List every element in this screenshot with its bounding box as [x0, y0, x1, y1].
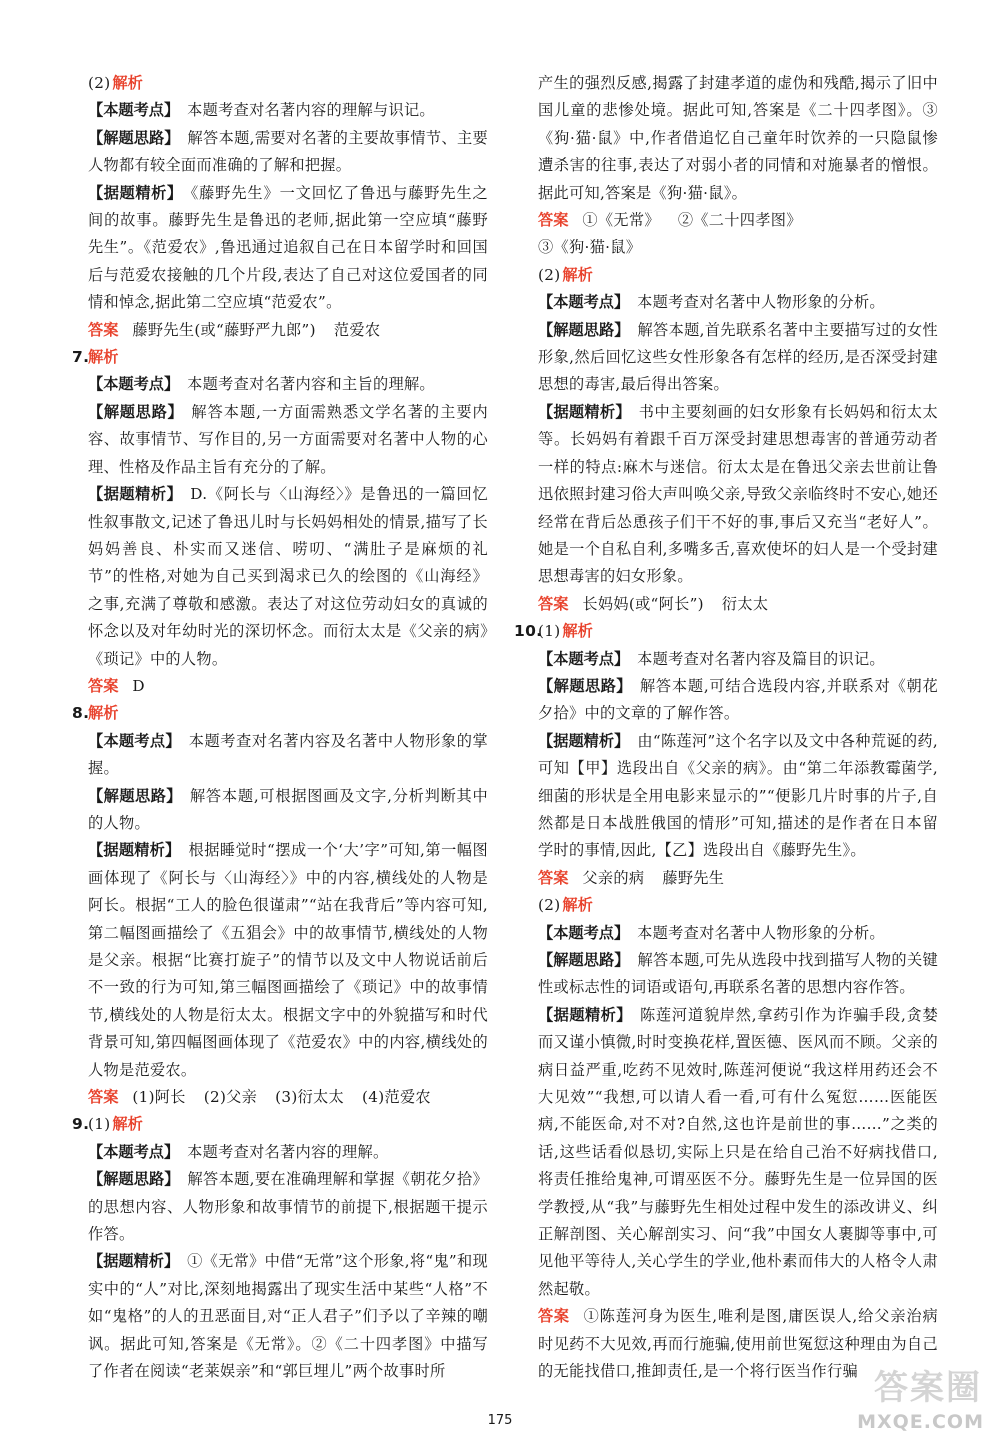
kaodian-text: 本题考查对名著内容及篇目的识记。 — [637, 649, 885, 668]
q7 — [72, 344, 489, 700]
answer-label: 答案 — [538, 594, 569, 613]
answer-line — [88, 317, 488, 344]
jingxi-text: 书中主要刻画的妇女形象有长妈妈和衍太太等。长妈妈有着跟千百万深受封建思想毒害的普通劳动者一样的特点:麻木与迷信。衍太太是在鲁迅父亲去世前让鲁迅依照封建习俗大声叫唤父亲,导致父亲临终时不安心,她还经常在背后怂恿孩子们干不好的事,事后又充当“老好人”。她是一个自私自利,多嘴多舌,喜欢使坏的妇人是一个受封建思想毒害的妇女形象。 — [538, 402, 939, 586]
kaodian-text: 本题考查对名著内容的理解与识记。 — [187, 101, 435, 120]
answer-item: 长妈妈(或“阿长”) — [582, 594, 704, 613]
jingxi-text: 根据睡觉时“摆成一个‘大’字”可知,第一幅图画体现了《阿长与〈山海经〉》中的内容,横线处的人物是阿长。根据“工人的脸色很谨肃”“站在我背后”等内容可知,第二幅图画描绘了《五猖会》中的故事情节,横线处的人物是父亲。根据“比赛打旋子”的情节以及文中人物说话前后不一致的行为可知,第三幅图画描绘了《琐记》中的故事情节,横线处的人物是衍太太。根据文字中的外貌描写和时代背景可知,第四幅图画体现了《范爱农》中的内容,横线处的人物是范爱农。 — [88, 841, 488, 1079]
jiexi-label: 解析 — [562, 896, 593, 915]
jingxi-text: 由“陈莲河”这个名字以及文中各种荒诞的药,可知【甲】选段出自《父亲的病》。由“第二年添教霉菌学,细菌的形状是全用电影来显示的”“便影几片时事的片子,自然都是日本战胜俄国的情形”可知,描述的是作者在日本留学时的事情,因此,【乙】选段出自《藤野先生》。 — [538, 731, 939, 860]
answer-line — [538, 207, 938, 262]
q9-heading — [72, 1111, 488, 1138]
kaodian-label: 【本题考点】 — [88, 731, 181, 750]
q10-part2 — [538, 892, 938, 1385]
kaodian-line — [88, 97, 488, 124]
silu-text: 解答本题,可先从选段中找到描写人物的关键性或标志性的词语或语句,再联系名著的思想内容作答。 — [538, 951, 939, 997]
jiexi-label: 解析 — [562, 265, 593, 284]
right-column — [514, 70, 939, 1386]
answer-item: 藤野先生(或“藤野严九郎”) — [132, 320, 316, 339]
q9-part1-continued — [538, 70, 938, 262]
answer-line — [88, 673, 488, 700]
kaodian-text: 本题考查对名著内容及名著中人物形象的掌握。 — [88, 731, 489, 778]
jingxi-text: ①《无常》中借“无常”这个形象,将“鬼”和现实中的“人”对比,深刻地揭露出了现实生活中某些“人格”不如“鬼格”的人的丑恶面目,对“正人君子”们予以了辛辣的嘲讽。据此可知,答案是《无常》。②《二十四孝图》中描写了作者在阅读“老莱娱亲”和“郭巨埋儿”两个故事时所 — [88, 1252, 488, 1381]
jingxi-text: D.《阿长与〈山海经〉》是鲁迅的一篇回忆性叙事散文,记述了鲁迅儿时与长妈妈相处的情景,描写了长妈妈善良、朴实而又迷信、唠叨、“满肚子是麻烦的礼节”的性格,对她为自己买到渴求已久的绘图的《山海经》之事,充满了尊敬和感激。表达了对这位劳动妇女的真诚的怀念以及对年幼时光的深切怀念。而衍太太是《父亲的病》《琐记》中的人物。 — [88, 485, 488, 668]
jingxi-label: 【据题精析】 — [538, 402, 631, 421]
silu-text: 解答本题,可结合选段内容,并联系对《朝花夕拾》中的文章的了解作答。 — [538, 676, 939, 723]
kaodian-label: 【本题考点】 — [538, 293, 630, 312]
silu-text: 解答本题,首先联系名著中主要描写过的女性形象,然后回忆这些女性形象各有怎样的经历,是否深受封建思想的毒害,最后得出答案。 — [538, 320, 939, 394]
answer-item: ②《二十四孝图》 — [677, 211, 802, 230]
answer-line — [88, 1084, 488, 1111]
silu-line — [88, 783, 488, 838]
jingxi-label: 【据题精析】 — [88, 1252, 180, 1271]
jiexi-label: 解析 — [88, 348, 119, 367]
question-number: 9. — [72, 1115, 90, 1134]
silu-text: 解答本题,要在准确理解和掌握《朝花夕拾》的思想内容、人物形象和故事情节的前提下,根据题干提示作答。 — [88, 1170, 489, 1244]
jiexi-label: 解析 — [112, 1115, 143, 1134]
jingxi-text: 《藤野先生》一文回忆了鲁迅与藤野先生之间的故事。藤野先生是鲁迅的老师,据此第一空应填“藤野先生”。《范爱农》,鲁迅通过追叙自己在日本留学时和回国后与范爱农接触的几个片段,表达了自己对这位爱国者的同情和悼念,据此第二空应填“范爱农”。 — [88, 183, 489, 312]
q8-heading — [72, 700, 488, 727]
sub-number: (2) — [538, 896, 561, 915]
answer-item: ①《无常》 — [582, 211, 660, 230]
q10-heading — [514, 618, 938, 645]
kaodian-line — [538, 289, 938, 316]
answer-label: 答案 — [538, 868, 569, 887]
jiexi-label: 解析 — [88, 704, 119, 723]
kaodian-text: 本题考查对名著中人物形象的分析。 — [637, 293, 885, 312]
answer-item: 衍太太 — [721, 594, 769, 613]
q9-part2 — [538, 262, 938, 618]
kaodian-line — [88, 371, 488, 398]
answer-label: 答案 — [538, 1307, 570, 1326]
answer-label: 答案 — [538, 211, 569, 230]
kaodian-line — [88, 1139, 488, 1166]
jiexi-label: 解析 — [562, 622, 593, 641]
answer-label: 答案 — [88, 676, 119, 695]
kaodian-label: 【本题考点】 — [88, 101, 180, 120]
jingxi-line — [88, 1248, 488, 1385]
sub-number: (2) — [88, 74, 111, 92]
silu-label: 【解题思路】 — [88, 786, 182, 805]
answer-label: 答案 — [88, 320, 119, 339]
kaodian-line — [538, 646, 938, 673]
answer-item: (1)阿长 — [132, 1088, 186, 1107]
kaodian-text: 本题考查对名著内容的理解。 — [187, 1142, 389, 1161]
answer-item: (4)范爱农 — [362, 1088, 431, 1107]
q8 — [72, 700, 489, 1111]
question-number: 10. — [514, 622, 543, 641]
answer-label: 答案 — [88, 1088, 119, 1107]
jingxi-line — [88, 481, 488, 673]
q6-part2 — [88, 70, 488, 344]
jingxi-label: 【据题精析】 — [88, 485, 183, 504]
page-number: 175 — [487, 1413, 513, 1428]
q9-2-heading — [538, 262, 938, 289]
kaodian-label: 【本题考点】 — [538, 649, 630, 668]
answer-text: ①陈莲河身为医生,唯利是图,庸医误人,给父亲治病时见药不大见效,再而行施骗,使用前世冤愆这种理由为自己的无能找借口,推卸责任,是一个将行医当作行骗 — [538, 1307, 938, 1381]
sub-number: (1) — [88, 1115, 111, 1134]
answer-item: 藤野先生 — [662, 868, 725, 887]
kaodian-label: 【本题考点】 — [88, 375, 180, 394]
watermark-url: MXQE.COM — [857, 1411, 984, 1433]
silu-line — [538, 947, 938, 1002]
q10-2-heading — [538, 892, 938, 919]
silu-label: 【解题思路】 — [538, 320, 630, 339]
silu-line — [88, 1166, 488, 1248]
sub-number: (2) — [538, 265, 561, 284]
jingxi-line — [88, 837, 488, 1084]
jingxi-text: 陈莲河道貌岸然,拿药引作为诈骗手段,贪婪而又谨小慎微,时时变换花样,置医德、医风而不顾。父亲的病日益严重,吃药不见效时,陈莲河便说“我这样用药还会不大见效”“我想,可以请人看一看,可有什么冤愆……医能医病,不能医命,对不对?自然,这也许是前世的事……”之类的话,这些话看似恳切,实际上只是在给自己治不好病找借口,将责任推给鬼神,可谓巫医不分。藤野先生是一位异国的医学教授,从“我”与藤野先生相处过程中发生的添改讲义、纠正解剖图、关心解剖实习、问“我”中国女人裹脚等事中,可见他平等待人,关心学生的学业,他朴素而伟大的人格令人肃然起敬。 — [538, 1005, 939, 1298]
question-number: 8. — [72, 704, 90, 723]
answer-line — [538, 865, 938, 892]
kaodian-text: 本题考查对名著内容和主旨的理解。 — [187, 375, 435, 394]
jingxi-continued: 产生的强烈反感,揭露了封建孝道的虚伪和残酷,揭示了旧中国儿童的悲惨处境。据此可知,答案是《二十四孝图》。③《狗·猫·鼠》中,作者借追忆自己童年时饮养的一只隐鼠惨遭杀害的往事,表达了对弱小者的同情和对施暴者的憎恨。据此可知,答案是《狗·猫·鼠》。 — [538, 74, 938, 202]
silu-label: 【解题思路】 — [88, 128, 180, 147]
answer-item: D — [132, 676, 145, 695]
kaodian-label: 【本题考点】 — [538, 923, 630, 942]
sub-number: (1) — [538, 622, 561, 641]
jingxi-label: 【据题精析】 — [88, 183, 183, 202]
silu-label: 【解题思路】 — [538, 676, 632, 695]
kaodian-line — [538, 920, 938, 947]
answer-item: ③《狗·猫·鼠》 — [538, 238, 642, 257]
watermark-logo: 答案圈 — [874, 1368, 982, 1408]
silu-label: 【解题思路】 — [88, 402, 184, 421]
silu-label: 【解题思路】 — [88, 1170, 180, 1189]
silu-line — [88, 399, 488, 481]
q9-part1 — [72, 1111, 489, 1385]
left-column — [72, 70, 489, 1386]
silu-text: 解答本题,需要对名著的主要故事情节、主要人物都有较全面而准确的了解和把握。 — [88, 128, 489, 175]
answer-item: 范爱农 — [333, 320, 381, 339]
silu-label: 【解题思路】 — [538, 951, 630, 969]
q7-heading — [72, 344, 488, 371]
kaodian-text: 本题考查对名著中人物形象的分析。 — [637, 923, 885, 942]
kaodian-line — [88, 728, 488, 783]
kaodian-label: 【本题考点】 — [88, 1142, 180, 1161]
answer-item: (3)衍太太 — [275, 1088, 345, 1107]
jingxi-line — [538, 1002, 938, 1303]
question-number: 7. — [72, 348, 90, 367]
silu-line — [538, 317, 938, 399]
silu-line — [88, 125, 488, 180]
silu-text: 解答本题,可根据图画及文字,分析判断其中的人物。 — [88, 786, 489, 832]
answer-item: (2)父亲 — [203, 1088, 258, 1107]
jingxi-label: 【据题精析】 — [538, 1005, 632, 1024]
q10-part1 — [514, 618, 939, 892]
q6-2-heading — [88, 70, 488, 97]
jingxi-line — [538, 399, 938, 591]
jingxi-label: 【据题精析】 — [538, 731, 630, 750]
jingxi-line — [88, 180, 488, 317]
jingxi-line — [538, 728, 938, 865]
silu-text: 解答本题,一方面需熟悉文学名著的主要内容、故事情节、写作目的,另一方面需要对名著中人物的心理、性格及作品主旨有充分的了解。 — [88, 402, 489, 476]
answer-item: 父亲的病 — [582, 868, 645, 887]
answer-line — [538, 591, 938, 618]
jiexi-label: 解析 — [112, 74, 143, 92]
silu-line — [538, 673, 938, 728]
jingxi-label: 【据题精析】 — [88, 841, 181, 860]
